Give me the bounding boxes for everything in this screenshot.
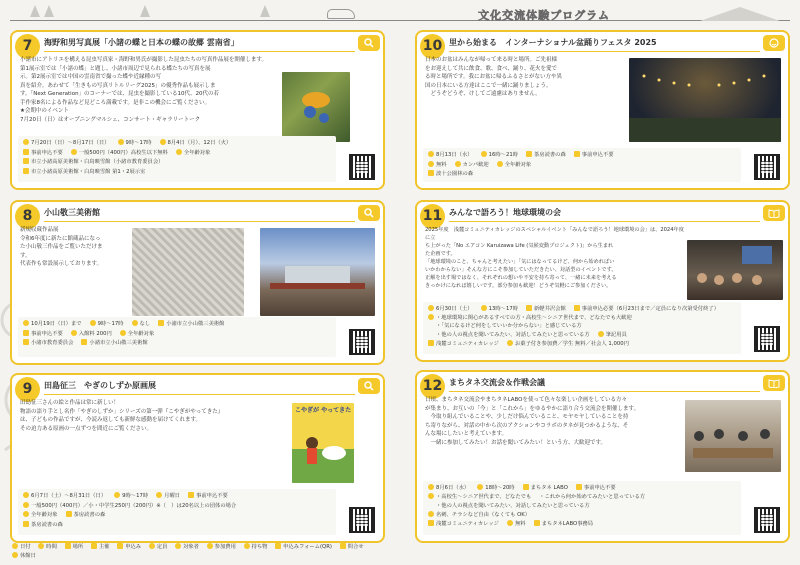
belongings-icon: [244, 543, 250, 549]
bon-odori-festival-photo: [629, 58, 781, 142]
event-card-10: [415, 30, 790, 190]
event-number: 10: [420, 34, 445, 59]
event-info: 10月19日（日）まで 9時～17時 なし 小諸市立小山敬三美術館 事前申込不要 入館料 200円 全年齢対象 小諸市教育委員会 小諸市立小山敬三美術館: [18, 317, 336, 357]
fee-icon: [207, 543, 213, 549]
event-info: 8月13日（水） 16時～21時 茶房読書の森 事前申込不要 無料 カンパ歓迎 全年齢対象 波十公園林の森: [423, 148, 741, 182]
clock-icon: [90, 320, 96, 326]
search-icon: [358, 378, 380, 394]
closed-day-icon: [12, 552, 18, 558]
calendar-icon: [428, 151, 434, 157]
clock-icon: [481, 305, 487, 311]
application-icon: [23, 330, 29, 336]
book-cover: [292, 403, 354, 483]
event-info: 6月7日（土）～8月31日（日） 9時～17時 月曜日 事前申込不要 一般500円（400円）／小・中学生250円（200円）※（ ）は20名以上の団体の場合 全年齢対象 茶房読書の森 茶房読書の森: [18, 489, 336, 535]
organizer-icon: [91, 543, 97, 549]
qr-code[interactable]: [349, 329, 375, 355]
event-title: 田島征三 やぎのしずか原画展: [44, 381, 355, 395]
contact-icon: [81, 339, 87, 345]
event-card-11: [415, 200, 790, 362]
book-title: こやぎが やってきた: [295, 407, 352, 414]
event-title: 小山敬三美術館: [44, 208, 355, 222]
event-info: 6月30日（土） 13時～17時 新軽井沢会館 事前申込必要（6月23日まで／定員になり次第受付終了） ・地球環境に関心があるすべての方・高校生～シニア世代まで、どなたでも大歓迎 ・「気になるけど何をしていいか分からない」と感じている方 ・他の人の視点を聞いてみたい、対話してみたいと思っている方 筆記用具 浅麓コミュニティカレッジ お菓子付き参加費／学生 無料／社会人 1,000円: [423, 302, 741, 354]
calendar-icon: [23, 139, 29, 145]
event-number: 11: [420, 204, 445, 229]
page-title: 文化交流体験プログラム: [478, 9, 610, 22]
event-description: 2025年度 浅麓コミュニティカレッジのスペシャルイベント「みんなで語ろう！地球環境の会」は、2024年度に立 ち上がった「No エアコン Karuizawa Life (気候変動プロジェクト)」から生まれ た企画です。 「地球環境のこと、ちゃんと考えたい」「気にはなってるけど、何から始めればい いかわからない」そんな方にこそ参加していただきたい、対話型のイベントです。 正解を出す場ではなく、それぞれの想いや不安を持ち寄って、一緒に未来を考える きっかけになれば嬉しいです。部分参加も歓迎！どうぞ気軽にご参加ください。: [425, 227, 684, 290]
event-number: 7: [15, 34, 40, 59]
community-meeting-photo: [685, 400, 781, 472]
closed-day-icon: [132, 320, 138, 326]
fee-icon: [507, 520, 513, 526]
clock-icon: [38, 543, 44, 549]
artwork-sketch-photo: [132, 228, 244, 316]
application-icon: [574, 151, 580, 157]
organizer-icon: [23, 158, 29, 164]
clock-icon: [481, 151, 487, 157]
event-card-9: [10, 373, 385, 543]
smile-icon: [763, 35, 785, 51]
event-description: 日本のお盆はみんなが帰って来る時と場所。ご先祖様 をお迎えして共に飲食、歌、食べ、踊り、花火を愛で る時と場所です。我にお盆に帰るふるさとがない方や異 国の日本にいる方達はここで一緒に踊りましょう。 どうぞどうぞ、けしてご遠慮はありません。: [425, 57, 563, 98]
event-number: 12: [420, 374, 445, 399]
book-icon: [763, 205, 785, 221]
qr-code[interactable]: [349, 507, 375, 533]
target-icon: [428, 314, 434, 320]
search-icon: [358, 35, 380, 51]
event-info: 7月20日（日）～8月17日（日） 9時～17時 8月4日（月）、12日（火） 事前申込不要 一般500円（400円）高校生以下無料 全年齢対象 市立小諸高原美術館・白鳥映雪館（小諸市教育委員会） 市立小諸高原美術館・白鳥映雪館 第1・2展示室: [18, 136, 336, 182]
closed-day-icon: [156, 492, 162, 498]
event-title: まちタネ交流会＆作戦会議: [449, 378, 760, 392]
tree-icon: [30, 5, 40, 17]
belongings-icon: [428, 511, 434, 517]
organizer-icon: [428, 170, 434, 176]
belongings-icon: [598, 331, 604, 337]
belongings-icon: [455, 161, 461, 167]
qr-code[interactable]: [754, 326, 780, 352]
target-icon: [497, 161, 503, 167]
calendar-icon: [23, 320, 29, 326]
fee-icon: [71, 330, 77, 336]
event-card-8: [10, 200, 385, 365]
tree-icon: [44, 5, 54, 17]
target-icon: [23, 511, 29, 517]
location-icon: [65, 543, 71, 549]
calendar-icon: [23, 492, 29, 498]
organizer-icon: [23, 339, 29, 345]
discussion-meeting-photo: [687, 240, 783, 300]
qr-code[interactable]: [754, 154, 780, 180]
application-icon: [23, 149, 29, 155]
clock-icon: [477, 484, 483, 490]
header-rule: [10, 20, 790, 21]
location-icon: [23, 521, 29, 527]
organizer-icon: [428, 520, 434, 526]
search-icon: [358, 205, 380, 221]
event-title: 海野和男写真展「小諸の蝶と日本の蝶の故郷 雲南省」: [44, 38, 355, 52]
mountain-icon: [700, 7, 780, 21]
car-icon: [327, 9, 355, 19]
application-icon: [576, 484, 582, 490]
location-icon: [523, 484, 529, 490]
calendar-icon: [428, 305, 434, 311]
capacity-icon: [149, 543, 155, 549]
event-card-12: [415, 370, 790, 543]
calendar-icon: [12, 543, 18, 549]
event-description: 日頃、まちタネ交流会やまちタネLABOを使って色々な楽しい企画をしている方々 が集まり、お互いの「今」と「これから」をゆるやかに語り合う交流会を開催します。 今取り組んでいることや、少しだけ悩んでいること、モヤモヤしていることを持 ち寄りながら、対話の中から次のアクションやコラボのタネが見つかるような、そ んな場にしたいと考えています。 一緒に参加してみたい！お話を聞いてみたい！という方、大歓迎です。: [425, 397, 640, 446]
target-icon: [176, 149, 182, 155]
event-description: 小諸市にアトリエを構える昆虫写真家・海野和男氏が撮影した昆虫たちの写真作品展を開催します。 第1展示室では「小諸の蝶」と題し、小諸市周辺で見られる蝶たちの写真を展 示。第2展示室では中国の雲南省で撮った蝶や近縁種の写 真を紹介。あわせて「生きもの写真リトルリーグ2025」の優秀作品も展示しま す。「Next Generation」のコーナーでは、昆虫を撮影している10代、20代の若 手作家8名による作品など見どころ満載です。是非この機会にご覧ください。 ★会期中のイベント 7月20日（日）はオープニングマルシェ、コンサート・ギャラリートーク: [20, 57, 267, 123]
museum-building-photo: [260, 228, 375, 316]
application-icon: [188, 492, 194, 498]
fee-icon: [507, 340, 513, 346]
contact-icon: [340, 543, 346, 549]
tree-icon: [260, 5, 270, 17]
location-icon: [526, 305, 532, 311]
calendar-icon: [428, 484, 434, 490]
event-number: 8: [15, 204, 40, 229]
target-icon: [428, 493, 434, 499]
butterfly-photo: [282, 72, 350, 142]
fee-icon: [428, 161, 434, 167]
target-icon: [175, 543, 181, 549]
clock-icon: [118, 139, 124, 145]
location-icon: [526, 151, 532, 157]
qr-form-icon: [275, 543, 281, 549]
tree-icon: [140, 5, 150, 17]
contact-icon: [534, 520, 540, 526]
closed-day-icon: [160, 139, 166, 145]
event-card-7: [10, 30, 385, 190]
contact-icon: [66, 511, 72, 517]
event-description: 田島征三さんの絵と作品は常に新しい！ 物語の語り手とし名作「やぎのしずか」シリーズの第一弾『こやぎがやってきた』 は、子どもの作品ですが、今読み返しても新鮮な感動を届けてくれます。 その迫力ある原画の一点ずつを間近にご覧ください。: [20, 400, 224, 432]
event-title: みんなで語ろう！地球環境の会: [449, 208, 760, 222]
fee-icon: [23, 502, 29, 508]
book-icon: [763, 375, 785, 391]
clock-icon: [114, 492, 120, 498]
event-info: 8月6日（水） 18時～20時 まちタネ LABO 事前申込不要 ・高校生～シニア世代まで、どなたでも ・これから何か始めてみたいと思っている方 ・他の人の視点を聞いてみたい、対話してみたいと思っている方 名刺、チラシなど自由（なくても OK） 浅麓コミュニティカレッジ 無料 まちタネLABO事務局: [423, 481, 741, 535]
fee-icon: [71, 149, 77, 155]
target-icon: [120, 330, 126, 336]
application-icon: [574, 305, 580, 311]
location-icon: [158, 320, 164, 326]
icon-legend: 日付 時間 場所 主催 申込み 定員 対象者 参加費用 持ち物 申込みフォーム(QR) 問合せ 休館日: [12, 543, 370, 561]
qr-code[interactable]: [754, 507, 780, 533]
event-title: 里から始まる インターナショナル盆踊りフェスタ 2025: [449, 38, 760, 52]
event-number: 9: [15, 377, 40, 402]
qr-code[interactable]: [349, 154, 375, 180]
organizer-icon: [428, 340, 434, 346]
application-icon: [117, 543, 123, 549]
location-icon: [23, 168, 29, 174]
event-description: 新規収蔵作品展 令和6年度に新たに館蔵品になっ た小山敬三作品をご覧いただけま す。 代表作も常設展示しております。: [20, 227, 103, 268]
